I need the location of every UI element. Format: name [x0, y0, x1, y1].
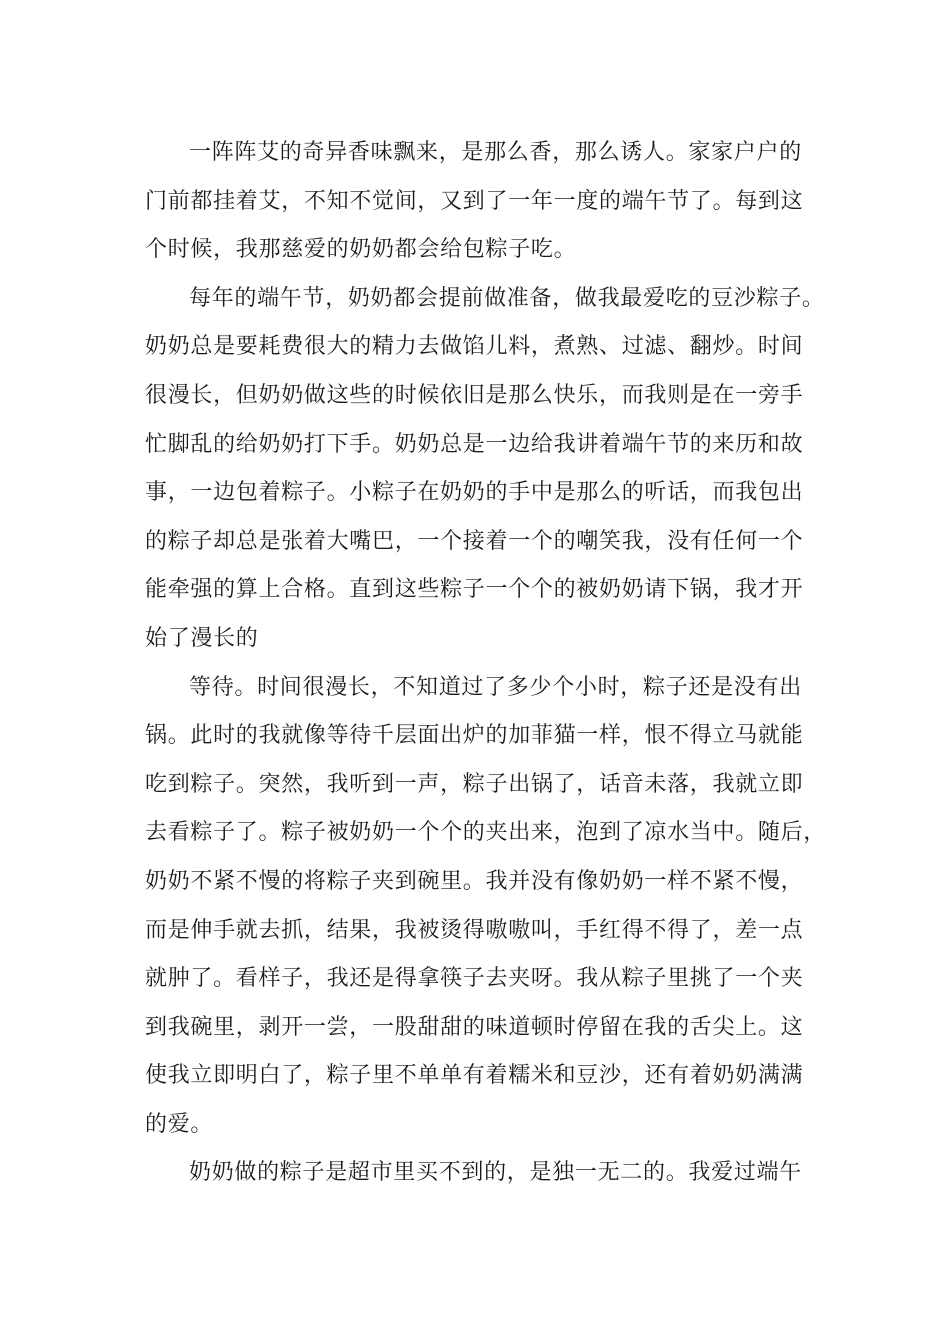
text-line: 去看粽子了。粽子被奶奶一个个的夹出来，泡到了凉水当中。随后， — [145, 820, 827, 846]
text-line: 奶奶不紧不慢的将粽子夹到碗里。我并没有像奶奶一样不紧不慢， — [145, 868, 804, 894]
essay-body — [145, 129, 825, 1198]
text-line: 等待。时间很漫长，不知道过了多少个小时，粽子还是没有出 — [189, 674, 802, 700]
text-line: 的粽子却总是张着大嘴巴，一个接着一个的嘲笑我，没有任何一个 — [145, 528, 804, 554]
text-line: 吃到粽子。突然，我听到一声，粽子出锅了，话音未落，我就立即 — [145, 771, 804, 797]
text-line: 始了漫长的 — [145, 625, 259, 651]
text-line: 就肿了。看样子，我还是得拿筷子去夹呀。我从粽子里挑了一个夹 — [145, 966, 804, 992]
text-line: 锅。此时的我就像等待千层面出炉的加菲猫一样，恨不得立马就能 — [145, 723, 804, 749]
text-line: 使我立即明白了，粽子里不单单有着糯米和豆沙，还有着奶奶满满 — [145, 1063, 804, 1089]
text-line: 忙脚乱的给奶奶打下手。奶奶总是一边给我讲着端午节的来历和故 — [145, 431, 804, 457]
text-line: 奶奶总是要耗费很大的精力去做馅儿料，煮熟、过滤、翻炒。时间 — [145, 334, 804, 360]
text-line: 很漫长，但奶奶做这些的时候依旧是那么快乐，而我则是在一旁手 — [145, 382, 804, 408]
text-line: 一阵阵艾的奇异香味飘来，是那么香，那么诱人。家家户户的 — [189, 140, 802, 165]
text-line: 个时候，我那慈爱的奶奶都会给包粽子吃。 — [145, 237, 577, 263]
text-line: 门前都挂着艾，不知不觉间，又到了一年一度的端午节了。每到这 — [145, 188, 804, 214]
text-line: 每年的端午节，奶奶都会提前做准备，做我最爱吃的豆沙粽子。 — [189, 285, 825, 311]
text-line: 奶奶做的粽子是超市里买不到的，是独一无二的。我爱过端午 — [189, 1160, 802, 1186]
text-line: 事，一边包着粽子。小粽子在奶奶的手中是那么的听话，而我包出 — [145, 480, 804, 506]
text-line: 能牵强的算上合格。直到这些粽子一个个的被奶奶请下锅，我才开 — [145, 577, 804, 603]
text-line: 到我碗里，剥开一尝，一股甜甜的味道顿时停留在我的舌尖上。这 — [145, 1014, 804, 1040]
text-line: 而是伸手就去抓，结果，我被烫得嗷嗷叫，手红得不得了，差一点 — [145, 917, 804, 943]
text-line: 的爱。 — [145, 1111, 214, 1137]
